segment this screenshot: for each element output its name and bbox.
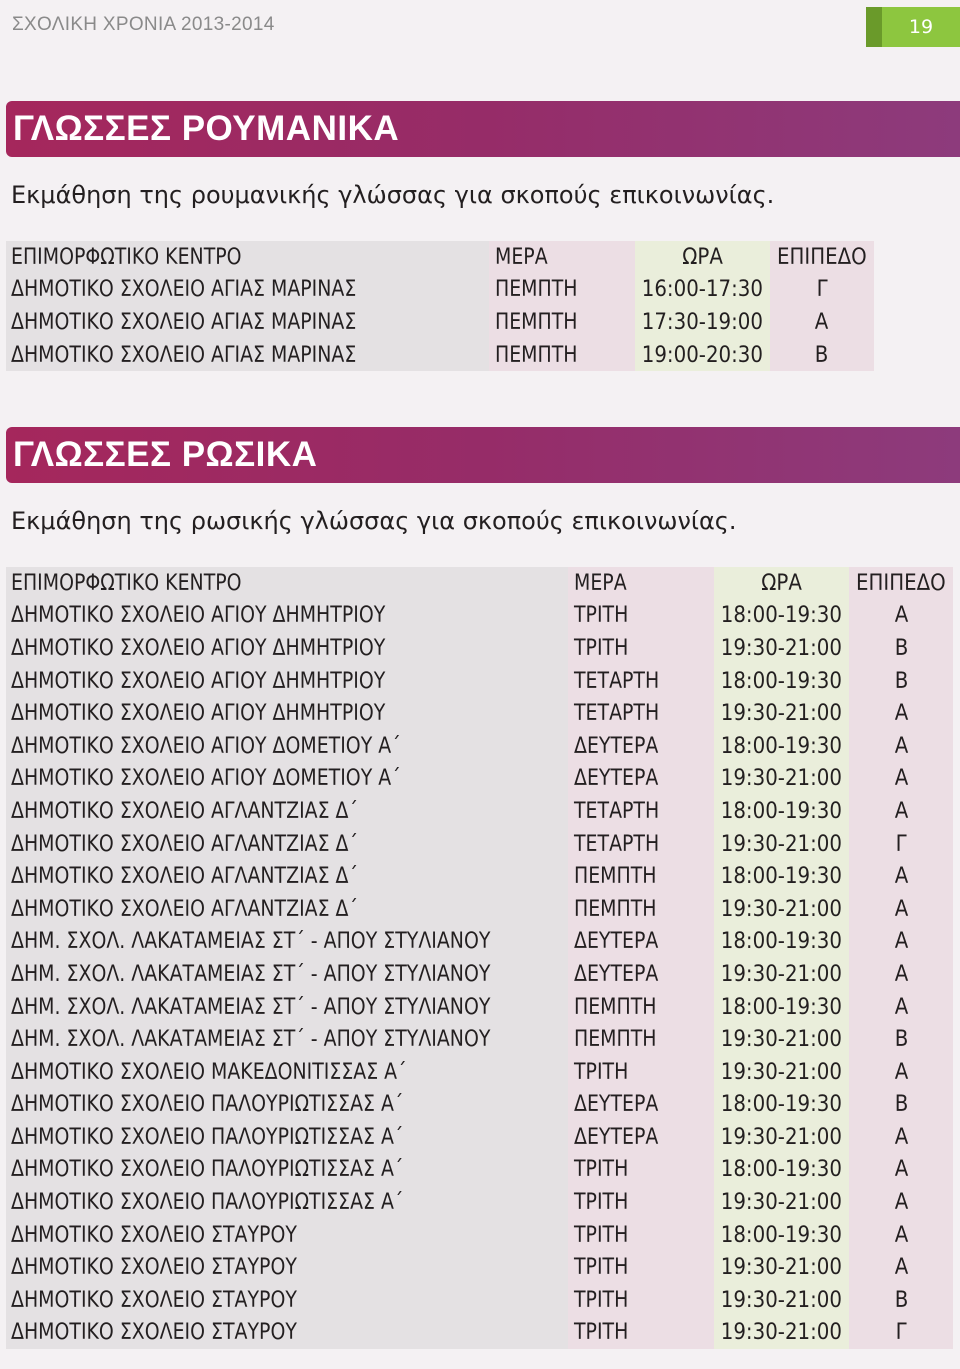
table-row — [6, 697, 953, 730]
time-cell: 18:00-19:30 — [714, 1219, 849, 1252]
time-cell: 19:30-21:00 — [714, 1023, 849, 1056]
day-cell: ΔΕΥΤΕΡΑ — [568, 730, 714, 763]
time-cell: 18:00-19:30 — [714, 926, 849, 959]
center-cell: ΔΗΜΟΤΙΚΟ ΣΧΟΛΕΙΟ ΑΓΙΟΥ ΔΗΜΗΤΡΙΟΥ — [6, 697, 568, 730]
section-intro-russian: Εκμάθηση της ρωσικής γλώσσας για σκοπούς επικοινωνίας. — [11, 507, 737, 535]
time-cell: 19:30-21:00 — [714, 1317, 849, 1350]
page-badge-stripe — [866, 7, 882, 47]
column-header-level: ΕΠΙΠΕΔΟ — [849, 567, 953, 600]
page-number-badge — [866, 7, 960, 47]
center-cell: ΔΗΜΟΤΙΚΟ ΣΧΟΛΕΙΟ ΑΓΛΑΝΤΖΙΑΣ Δ΄ — [6, 828, 568, 861]
table-row — [6, 1121, 953, 1154]
level-cell: Β — [849, 665, 953, 698]
time-cell: 19:30-21:00 — [714, 1251, 849, 1284]
table-row — [6, 632, 953, 665]
center-cell: ΔΗΜΟΤΙΚΟ ΣΧΟΛΕΙΟ ΑΓΙΟΥ ΔΗΜΗΤΡΙΟΥ — [6, 600, 568, 633]
day-cell: ΠΕΜΠΤΗ — [489, 274, 635, 307]
day-cell: ΤΕΤΑΡΤΗ — [568, 697, 714, 730]
day-cell: ΔΕΥΤΕΡΑ — [568, 926, 714, 959]
column-header-time: ΩΡΑ — [635, 241, 770, 274]
column-header-day: ΜΕΡΑ — [489, 241, 635, 274]
column-header-time: ΩΡΑ — [714, 567, 849, 600]
table-row — [6, 600, 953, 633]
column-header-level: ΕΠΙΠΕΔΟ — [770, 241, 874, 274]
center-cell: ΔΗΜΟΤΙΚΟ ΣΧΟΛΕΙΟ ΣΤΑΥΡΟΥ — [6, 1317, 568, 1350]
time-cell: 18:00-19:30 — [714, 1154, 849, 1187]
table-row — [6, 1219, 953, 1252]
time-cell: 19:30-21:00 — [714, 828, 849, 861]
day-cell: ΔΕΥΤΕΡΑ — [568, 958, 714, 991]
table-row — [6, 665, 953, 698]
time-cell: 19:30-21:00 — [714, 1056, 849, 1089]
day-cell: ΤΡΙΤΗ — [568, 1284, 714, 1317]
schedule-table-russian — [6, 567, 953, 1349]
center-cell: ΔΗΜΟΤΙΚΟ ΣΧΟΛΕΙΟ ΠΑΛΟΥΡΙΩΤΙΣΣΑΣ Α΄ — [6, 1154, 568, 1187]
page-number: 19 — [908, 16, 934, 38]
center-cell: ΔΗΜΟΤΙΚΟ ΣΧΟΛΕΙΟ ΣΤΑΥΡΟΥ — [6, 1284, 568, 1317]
table-row — [6, 730, 953, 763]
table-row — [6, 991, 953, 1024]
table-row — [6, 1023, 953, 1056]
section-banner-russian — [6, 427, 960, 483]
center-cell: ΔΗΜΟΤΙΚΟ ΣΧΟΛΕΙΟ ΣΤΑΥΡΟΥ — [6, 1251, 568, 1284]
section-title-russian: ΓΛΩΣΣΕΣ ΡΩΣΙΚΑ — [13, 435, 318, 474]
time-cell: 19:30-21:00 — [714, 1284, 849, 1317]
center-cell: ΔΗΜΟΤΙΚΟ ΣΧΟΛΕΙΟ ΜΑΚΕΔΟΝΙΤΙΣΣΑΣ Α΄ — [6, 1056, 568, 1089]
level-cell: Α — [849, 730, 953, 763]
section-intro-romanian: Εκμάθηση της ρουμανικής γλώσσας για σκοπούς επικοινωνίας. — [11, 181, 775, 209]
day-cell: ΤΕΤΑΡΤΗ — [568, 828, 714, 861]
day-cell: ΤΡΙΤΗ — [568, 600, 714, 633]
table-header-row — [6, 567, 953, 600]
day-cell: ΤΕΤΑΡΤΗ — [568, 665, 714, 698]
level-cell: Α — [849, 991, 953, 1024]
day-cell: ΤΕΤΑΡΤΗ — [568, 795, 714, 828]
day-cell: ΤΡΙΤΗ — [568, 632, 714, 665]
level-cell: Β — [849, 1284, 953, 1317]
center-cell: ΔΗΜ. ΣΧΟΛ. ΛΑΚΑΤΑΜΕΙΑΣ ΣΤ΄ - ΑΠΟΥ ΣΤΥΛΙΑΝΟΥ — [6, 991, 568, 1024]
level-cell: Β — [770, 339, 874, 372]
table-row — [6, 1284, 953, 1317]
day-cell: ΠΕΜΠΤΗ — [568, 1023, 714, 1056]
table-row — [6, 1186, 953, 1219]
level-cell: Α — [849, 1186, 953, 1219]
day-cell: ΤΡΙΤΗ — [568, 1317, 714, 1350]
level-cell: Α — [849, 1056, 953, 1089]
time-cell: 17:30-19:00 — [635, 306, 770, 339]
center-cell: ΔΗΜΟΤΙΚΟ ΣΧΟΛΕΙΟ ΑΓΛΑΝΤΖΙΑΣ Δ΄ — [6, 795, 568, 828]
table-row — [6, 1154, 953, 1187]
time-cell: 18:00-19:30 — [714, 600, 849, 633]
center-cell: ΔΗΜΟΤΙΚΟ ΣΧΟΛΕΙΟ ΑΓΙΟΥ ΔΗΜΗΤΡΙΟΥ — [6, 632, 568, 665]
table-row — [6, 274, 874, 307]
time-cell: 19:30-21:00 — [714, 958, 849, 991]
day-cell: ΔΕΥΤΕΡΑ — [568, 1121, 714, 1154]
table-row — [6, 926, 953, 959]
column-header-day: ΜΕΡΑ — [568, 567, 714, 600]
time-cell: 18:00-19:30 — [714, 860, 849, 893]
time-cell: 19:00-20:30 — [635, 339, 770, 372]
table-row — [6, 1251, 953, 1284]
table-row — [6, 893, 953, 926]
time-cell: 18:00-19:30 — [714, 730, 849, 763]
table-row — [6, 958, 953, 991]
time-cell: 19:30-21:00 — [714, 697, 849, 730]
level-cell: Α — [849, 860, 953, 893]
level-cell: Α — [849, 763, 953, 796]
level-cell: Α — [849, 1251, 953, 1284]
day-cell: ΠΕΜΠΤΗ — [568, 860, 714, 893]
table-header-row — [6, 241, 874, 274]
table-row — [6, 828, 953, 861]
time-cell: 18:00-19:30 — [714, 991, 849, 1024]
level-cell: Α — [849, 958, 953, 991]
level-cell: Α — [849, 893, 953, 926]
day-cell: ΤΡΙΤΗ — [568, 1154, 714, 1187]
column-header-center: ΕΠΙΜΟΡΦΩΤΙΚΟ ΚΕΝΤΡΟ — [6, 241, 489, 274]
day-cell: ΔΕΥΤΕΡΑ — [568, 763, 714, 796]
day-cell: ΤΡΙΤΗ — [568, 1219, 714, 1252]
time-cell: 19:30-21:00 — [714, 763, 849, 796]
center-cell: ΔΗΜΟΤΙΚΟ ΣΧΟΛΕΙΟ ΠΑΛΟΥΡΙΩΤΙΣΣΑΣ Α΄ — [6, 1121, 568, 1154]
column-header-center: ΕΠΙΜΟΡΦΩΤΙΚΟ ΚΕΝΤΡΟ — [6, 567, 568, 600]
day-cell: ΔΕΥΤΕΡΑ — [568, 1089, 714, 1122]
day-cell: ΠΕΜΠΤΗ — [489, 306, 635, 339]
time-cell: 19:30-21:00 — [714, 1121, 849, 1154]
day-cell: ΤΡΙΤΗ — [568, 1056, 714, 1089]
center-cell: ΔΗΜΟΤΙΚΟ ΣΧΟΛΕΙΟ ΠΑΛΟΥΡΙΩΤΙΣΣΑΣ Α΄ — [6, 1186, 568, 1219]
level-cell: Γ — [849, 828, 953, 861]
center-cell: ΔΗΜΟΤΙΚΟ ΣΧΟΛΕΙΟ ΑΓΙΑΣ ΜΑΡΙΝΑΣ — [6, 274, 489, 307]
center-cell: ΔΗΜ. ΣΧΟΛ. ΛΑΚΑΤΑΜΕΙΑΣ ΣΤ΄ - ΑΠΟΥ ΣΤΥΛΙΑΝΟΥ — [6, 958, 568, 991]
table-body-romanian — [6, 274, 874, 372]
center-cell: ΔΗΜΟΤΙΚΟ ΣΧΟΛΕΙΟ ΠΑΛΟΥΡΙΩΤΙΣΣΑΣ Α΄ — [6, 1089, 568, 1122]
schedule-table-romanian — [6, 241, 874, 371]
level-cell: Α — [849, 795, 953, 828]
level-cell: Α — [849, 1121, 953, 1154]
day-cell: ΤΡΙΤΗ — [568, 1251, 714, 1284]
center-cell: ΔΗΜΟΤΙΚΟ ΣΧΟΛΕΙΟ ΑΓΙΟΥ ΔΟΜΕΤΙΟΥ Α΄ — [6, 730, 568, 763]
level-cell: Α — [849, 1219, 953, 1252]
time-cell: 19:30-21:00 — [714, 893, 849, 926]
level-cell: Β — [849, 1089, 953, 1122]
level-cell: Α — [849, 1154, 953, 1187]
level-cell: Α — [770, 306, 874, 339]
center-cell: ΔΗΜΟΤΙΚΟ ΣΧΟΛΕΙΟ ΑΓΛΑΝΤΖΙΑΣ Δ΄ — [6, 860, 568, 893]
table-row — [6, 795, 953, 828]
time-cell: 18:00-19:30 — [714, 1089, 849, 1122]
center-cell: ΔΗΜΟΤΙΚΟ ΣΧΟΛΕΙΟ ΑΓΛΑΝΤΖΙΑΣ Δ΄ — [6, 893, 568, 926]
time-cell: 16:00-17:30 — [635, 274, 770, 307]
level-cell: Β — [849, 1023, 953, 1056]
center-cell: ΔΗΜΟΤΙΚΟ ΣΧΟΛΕΙΟ ΑΓΙΑΣ ΜΑΡΙΝΑΣ — [6, 339, 489, 372]
day-cell: ΤΡΙΤΗ — [568, 1186, 714, 1219]
center-cell: ΔΗΜΟΤΙΚΟ ΣΧΟΛΕΙΟ ΑΓΙΟΥ ΔΗΜΗΤΡΙΟΥ — [6, 665, 568, 698]
level-cell: Α — [849, 926, 953, 959]
table-row — [6, 860, 953, 893]
time-cell: 18:00-19:30 — [714, 795, 849, 828]
time-cell: 19:30-21:00 — [714, 632, 849, 665]
table-row — [6, 306, 874, 339]
center-cell: ΔΗΜΟΤΙΚΟ ΣΧΟΛΕΙΟ ΣΤΑΥΡΟΥ — [6, 1219, 568, 1252]
day-cell: ΠΕΜΠΤΗ — [568, 893, 714, 926]
day-cell: ΠΕΜΠΤΗ — [489, 339, 635, 372]
level-cell: Α — [849, 600, 953, 633]
table-row — [6, 1317, 953, 1350]
table-row — [6, 1089, 953, 1122]
level-cell: Α — [849, 697, 953, 730]
level-cell: Γ — [770, 274, 874, 307]
center-cell: ΔΗΜ. ΣΧΟΛ. ΛΑΚΑΤΑΜΕΙΑΣ ΣΤ΄ - ΑΠΟΥ ΣΤΥΛΙΑΝΟΥ — [6, 1023, 568, 1056]
day-cell: ΠΕΜΠΤΗ — [568, 991, 714, 1024]
table-row — [6, 1056, 953, 1089]
section-banner-romanian — [6, 101, 960, 157]
center-cell: ΔΗΜΟΤΙΚΟ ΣΧΟΛΕΙΟ ΑΓΙΑΣ ΜΑΡΙΝΑΣ — [6, 306, 489, 339]
table-row — [6, 763, 953, 796]
level-cell: Γ — [849, 1317, 953, 1350]
table-body-russian — [6, 600, 953, 1350]
center-cell: ΔΗΜΟΤΙΚΟ ΣΧΟΛΕΙΟ ΑΓΙΟΥ ΔΟΜΕΤΙΟΥ Α΄ — [6, 763, 568, 796]
level-cell: Β — [849, 632, 953, 665]
document-header-title: ΣΧΟΛΙΚΗ ΧΡΟΝΙΑ 2013-2014 — [12, 14, 275, 35]
table-row — [6, 339, 874, 372]
time-cell: 18:00-19:30 — [714, 665, 849, 698]
center-cell: ΔΗΜ. ΣΧΟΛ. ΛΑΚΑΤΑΜΕΙΑΣ ΣΤ΄ - ΑΠΟΥ ΣΤΥΛΙΑΝΟΥ — [6, 926, 568, 959]
section-title-romanian: ΓΛΩΣΣΕΣ ΡΟΥΜΑΝΙΚΑ — [13, 109, 400, 148]
time-cell: 19:30-21:00 — [714, 1186, 849, 1219]
